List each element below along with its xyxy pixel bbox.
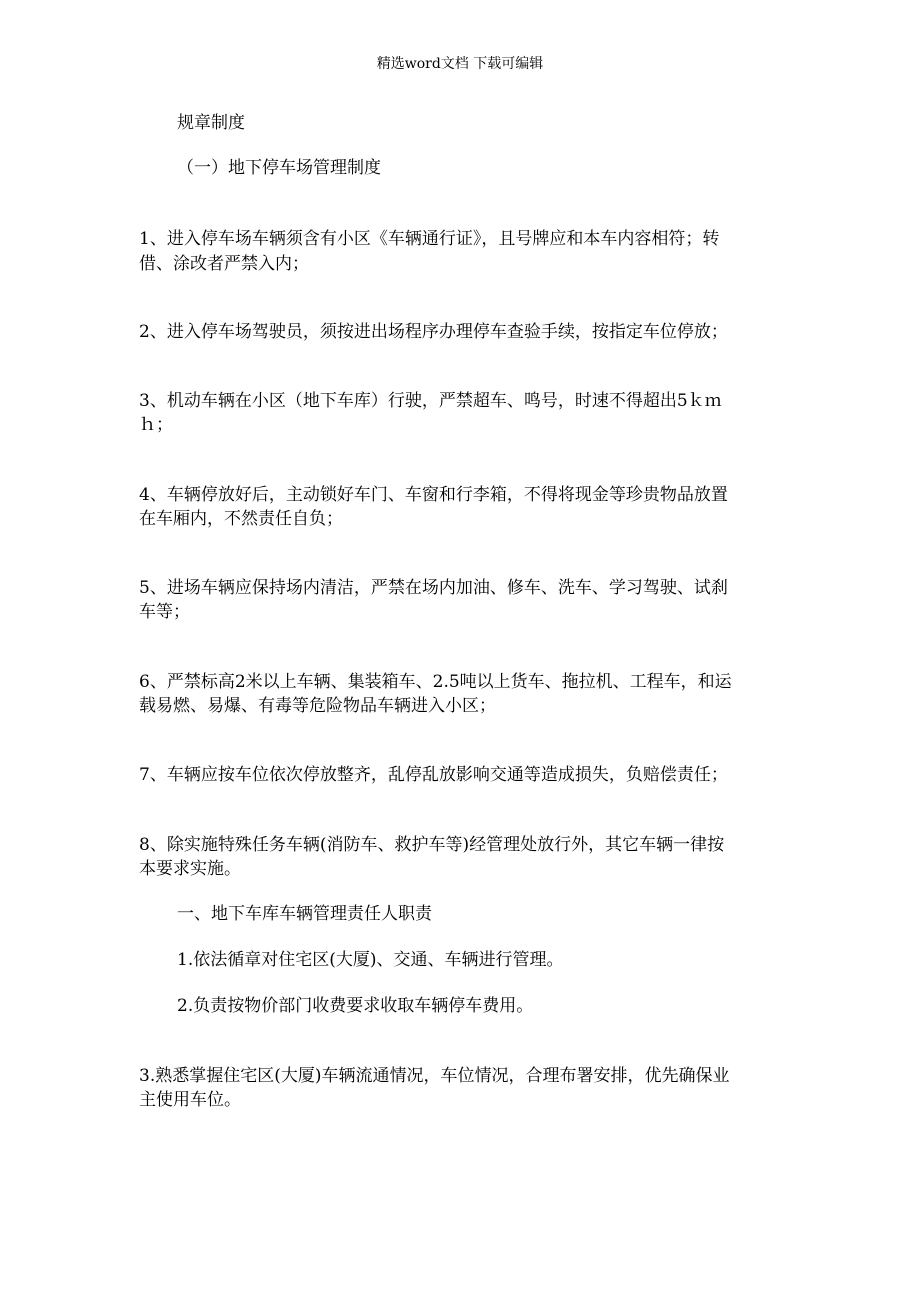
document-title: 规章制度 <box>177 113 245 133</box>
rule-3-line-1: 3、机动车辆在小区（地下车库）行驶，严禁超车、鸣号，时速不得超出5ｋｍ <box>139 391 722 411</box>
rule-4-line-2: 在车厢内，不然责任自负； <box>139 509 343 529</box>
duty-1: 1.依法循章对住宅区(大厦)、交通、车辆进行管理。 <box>177 950 564 970</box>
duty-3-line-1: 3.熟悉掌握住宅区(大厦)车辆流通情况，车位情况，合理布署安排，优先确保业 <box>139 1066 730 1086</box>
rule-1-line-2: 借、涂改者严禁入内； <box>139 254 309 274</box>
rule-6-line-1: 6、严禁标高2米以上车辆、集装箱车、2.5吨以上货车、拖拉机、工程车，和运 <box>139 672 732 692</box>
rule-2-line-1: 2、进入停车场驾驶员，须按进出场程序办理停车查验手续，按指定车位停放； <box>139 322 728 342</box>
subsection-title: 一、地下车库车辆管理责任人职责 <box>177 904 432 924</box>
rule-8-line-2: 本要求实施。 <box>139 859 241 879</box>
section-title: （一）地下停车场管理制度 <box>177 158 381 178</box>
rule-8-line-1: 8、除实施特殊任务车辆(消防车、救护车等)经管理处放行外，其它车辆一律按 <box>139 835 725 855</box>
rule-3-line-2: ｈ； <box>139 415 173 435</box>
duty-2: 2.负责按物价部门收费要求收取车辆停车费用。 <box>177 996 534 1016</box>
page-header: 精选word文档 下载可编辑 <box>376 56 544 72</box>
rule-5-line-2: 车等； <box>139 602 190 622</box>
rule-6-line-2: 载易燃、易爆、有毒等危险物品车辆进入小区； <box>139 696 496 716</box>
rule-1-line-1: 1、进入停车场车辆须含有小区《车辆通行证》，且号牌应和本车内容相符；转 <box>139 229 720 249</box>
rule-7-line-1: 7、车辆应按车位依次停放整齐，乱停乱放影响交通等造成损失，负赔偿责任； <box>139 765 728 785</box>
rule-5-line-1: 5、进场车辆应保持场内清洁，严禁在场内加油、修车、洗车、学习驾驶、试刹 <box>139 578 728 598</box>
rule-4-line-1: 4、车辆停放好后，主动锁好车门、车窗和行李箱，不得将现金等珍贵物品放置 <box>139 485 728 505</box>
duty-3-line-2: 主使用车位。 <box>139 1090 241 1110</box>
